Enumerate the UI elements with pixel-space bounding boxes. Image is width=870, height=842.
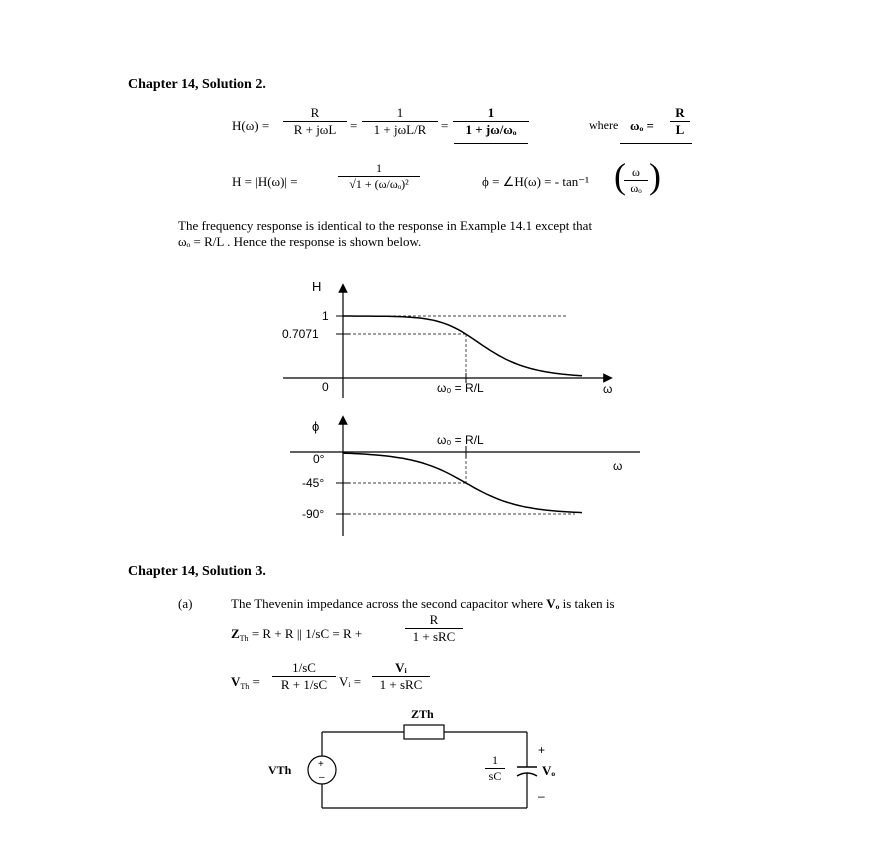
mag-tick-0707-label: 0.7071 — [282, 327, 319, 341]
vth-num2: Vᵢ — [395, 660, 407, 675]
mag-tick-0-label: 0 — [322, 380, 329, 394]
eq1-frac3-den: 1 + jω/ωₒ — [453, 121, 529, 138]
phase-tick-45-label: -45° — [302, 476, 325, 490]
eq2-paren-right: ) — [649, 156, 661, 196]
phase-w0-label: ω₀ = R/L — [437, 433, 484, 447]
solution3-text-var: Vₒ — [546, 596, 560, 611]
zth-label: ZTh — [411, 707, 434, 721]
vth-sub: Th — [240, 682, 250, 691]
vth-vi: Vᵢ = — [339, 674, 362, 689]
cap-num: 1 — [492, 753, 498, 767]
eq1-equals-2: = — [441, 118, 449, 133]
eq1-equals-1: = — [350, 118, 358, 133]
vth-lhs: V — [231, 674, 241, 689]
vth-label: VTh — [268, 763, 292, 777]
source-plus: + — [318, 759, 324, 770]
phase-y-label: ϕ — [312, 419, 320, 434]
zth-den: 1 + sRC — [405, 628, 463, 645]
zth-expr: = R + R || 1/sC = R + — [251, 626, 363, 641]
mag-x-label: ω — [603, 382, 613, 396]
zth-num: R — [429, 612, 439, 627]
cap-frac — [485, 753, 505, 784]
vth-num: 1/sC — [292, 660, 316, 675]
eq1-frac3-num: 1 — [487, 105, 495, 120]
mag-y-label: H — [312, 279, 322, 294]
mag-tick-1-label: 1 — [322, 309, 329, 323]
vth-frac1 — [272, 660, 336, 693]
solution3-text-main: The Thevenin impedance across the second capacitor where — [231, 596, 543, 611]
vo-minus: – — [538, 789, 545, 803]
solution3-text — [231, 596, 615, 612]
phase-tick-90-label: -90° — [302, 507, 325, 521]
eq2-phi-den: ωₒ — [624, 180, 648, 196]
vo-plus: + — [538, 743, 546, 757]
zth-frac — [405, 612, 463, 645]
phase-tick-0-label: 0° — [313, 452, 325, 466]
eq1-w0-num: R — [675, 105, 685, 120]
eq2-num: 1 — [376, 161, 382, 175]
eq2-paren-left: ( — [614, 156, 626, 196]
vth-equation — [231, 674, 260, 691]
eq1-frac1-num: R — [310, 105, 320, 120]
eq2-den: √1 + (ω/ωₒ)² — [338, 176, 420, 192]
eq1-frac2-num: 1 — [396, 105, 404, 120]
eq2-lhs: H = |H(ω)| = — [232, 174, 298, 189]
solution3-text-end: is taken is — [562, 596, 615, 611]
eq1-w0-den: L — [670, 121, 690, 138]
zth-equation — [231, 626, 362, 643]
source-minus: – — [319, 772, 325, 783]
eq1-w0: ωₒ = — [630, 118, 654, 133]
phase-x-label: ω — [613, 459, 623, 473]
vth-eq: = — [252, 674, 260, 689]
vo-label: Vₒ — [542, 763, 556, 778]
solution3-heading: Chapter 14, Solution 3. — [128, 564, 266, 579]
eq2-phi-lhs: ϕ = ∠H(ω) = - tan⁻¹ — [482, 174, 589, 189]
part-a-label: (a) — [178, 596, 193, 611]
eq1-frac1-den: R + jωL — [283, 121, 347, 138]
eq2-phi-num: ω — [632, 165, 640, 179]
cap-den: sC — [485, 768, 505, 784]
zth-resistor — [404, 725, 444, 739]
zth-lhs: Z — [231, 626, 240, 641]
eq1-where: where — [589, 118, 619, 132]
mag-w0-label: ω₀ = R/L — [437, 381, 484, 395]
paragraph-line2: ωₒ = R/L . Hence the response is shown below. — [178, 234, 422, 249]
solution2-heading: Chapter 14, Solution 2. — [128, 77, 266, 92]
magnitude-curve — [343, 316, 582, 376]
vth-den2: 1 + sRC — [372, 676, 430, 693]
paragraph-line1: The frequency response is identical to the response in Example 14.1 except that — [178, 218, 593, 233]
eq1-frac2-den: 1 + jωL/R — [362, 121, 438, 138]
eq1-lhs: H(ω) = — [232, 118, 270, 133]
vth-frac2 — [372, 660, 430, 693]
vth-den: R + 1/sC — [272, 676, 336, 693]
zth-sub: Th — [239, 634, 249, 643]
